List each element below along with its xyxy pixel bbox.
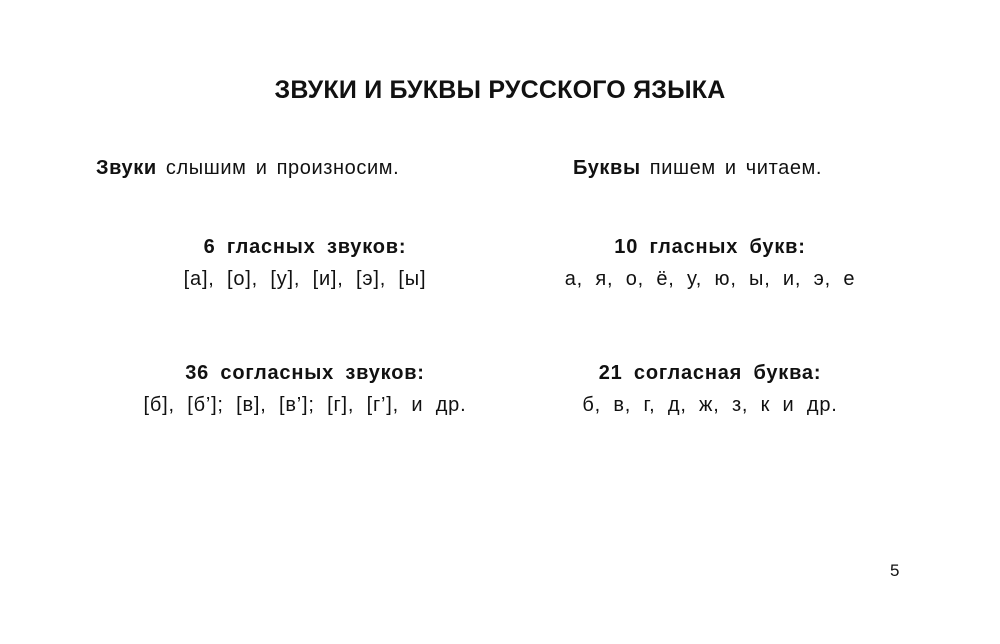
intro-letters <box>573 157 822 180</box>
intro-sounds-bold: Звуки <box>96 157 157 179</box>
vowel-sounds-list: [а], [о], [у], [и], [э], [ы] <box>183 268 427 290</box>
vowel-letters-list: а, я, о, ё, у, ю, ы, и, э, е <box>564 268 856 290</box>
consonant-sounds-heading: 36 согласных звуков: <box>185 362 425 384</box>
vowel-letters-heading: 10 гласных букв: <box>614 236 806 258</box>
consonant-sounds-block <box>80 357 530 421</box>
consonant-letters-block <box>530 357 890 421</box>
intro-letters-bold: Буквы <box>573 157 641 179</box>
vowel-sounds-heading: 6 гласных звуков: <box>203 236 407 258</box>
consonant-letters-heading: 21 согласная буква: <box>598 362 822 384</box>
vowel-sounds-block <box>120 231 490 295</box>
vowel-letters-block <box>520 231 900 295</box>
intro-sounds-text: слышим и произносим. <box>156 157 400 179</box>
consonant-sounds-list: [б], [б’]; [в], [в’]; [г], [г’], и др. <box>143 394 467 416</box>
consonant-letters-list: б, в, г, д, ж, з, к и др. <box>582 394 838 416</box>
page-number: 5 <box>890 561 900 580</box>
intro-sounds <box>96 157 399 180</box>
intro-letters-text: пишем и читаем. <box>640 157 823 179</box>
page-title: ЗВУКИ И БУКВЫ РУССКОГО ЯЗЫКА <box>274 76 726 104</box>
